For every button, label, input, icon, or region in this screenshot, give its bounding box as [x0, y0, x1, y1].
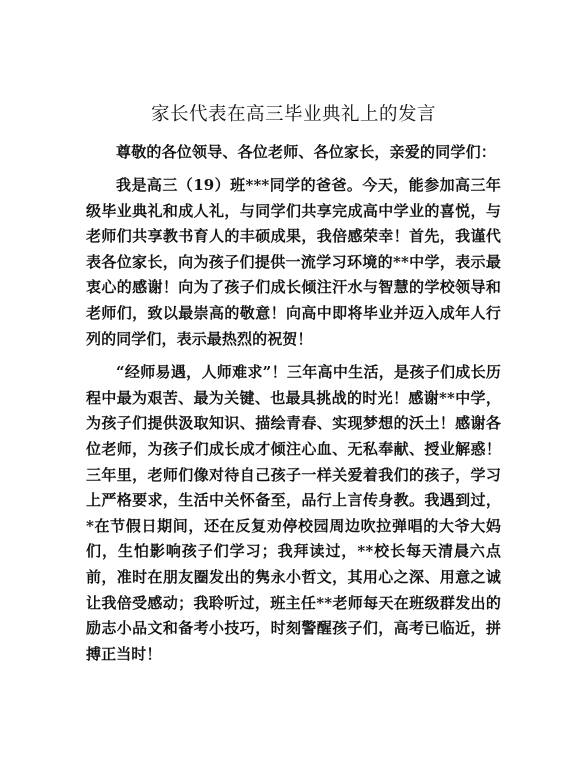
document-title: 家长代表在高三毕业典礼上的发言 — [150, 104, 436, 125]
document-page — [86, 102, 501, 667]
paragraph-1: 我是高三（19）班***同学的爸爸。今天，能参加高三年级毕业典礼和成人礼，与同学们共享完成高中学业的喜悦，与老师们共享教书育人的丰硕成果，我倍感荣幸！首先，我谨代表各位家长，向为孩子们提供一流学习环境的**中学，表示最衷心的感谢！向为了孩子们成长倾注汗水与智慧的学校领导和老师们，致以最崇高的敬意！向高中即将毕业并迈入成年人行列的同学们，表示最热烈的祝贺！ — [86, 176, 501, 348]
salutation: 尊敬的各位领导、各位老师、各位家长，亲爱的同学们： — [116, 143, 497, 161]
paragraph-2: “经师易遇，人师难求”！三年高中生活，是孩子们成长历程中最为艰苦、最为关键、也最具挑战的时光！感谢**中学，为孩子们提供汲取知识、描绘青春、实现梦想的沃土！感谢各位老师，为孩子们成长成才倾注心血、无私奉献、授业解惑！三年里，老师们像对待自己孩子一样关爱着我们的孩子，学习上严格要求，生活中关怀备至，品行上言传身教。我遇到过，*在节假日期间，还在反复劝停校园周边吹拉弹唱的大爷大妈们，生怕影响孩子们学习；我拜读过，**校长每天清晨六点前，准时在朋友圈发出的隽永小哲文，其用心之深、用意之诚让我倍受感动；我聆听过，班主任**老师每天在班级群发出的励志小品文和备考小技巧，时刻警醒孩子们，高考已临近，拼搏正当时！ — [86, 363, 501, 663]
